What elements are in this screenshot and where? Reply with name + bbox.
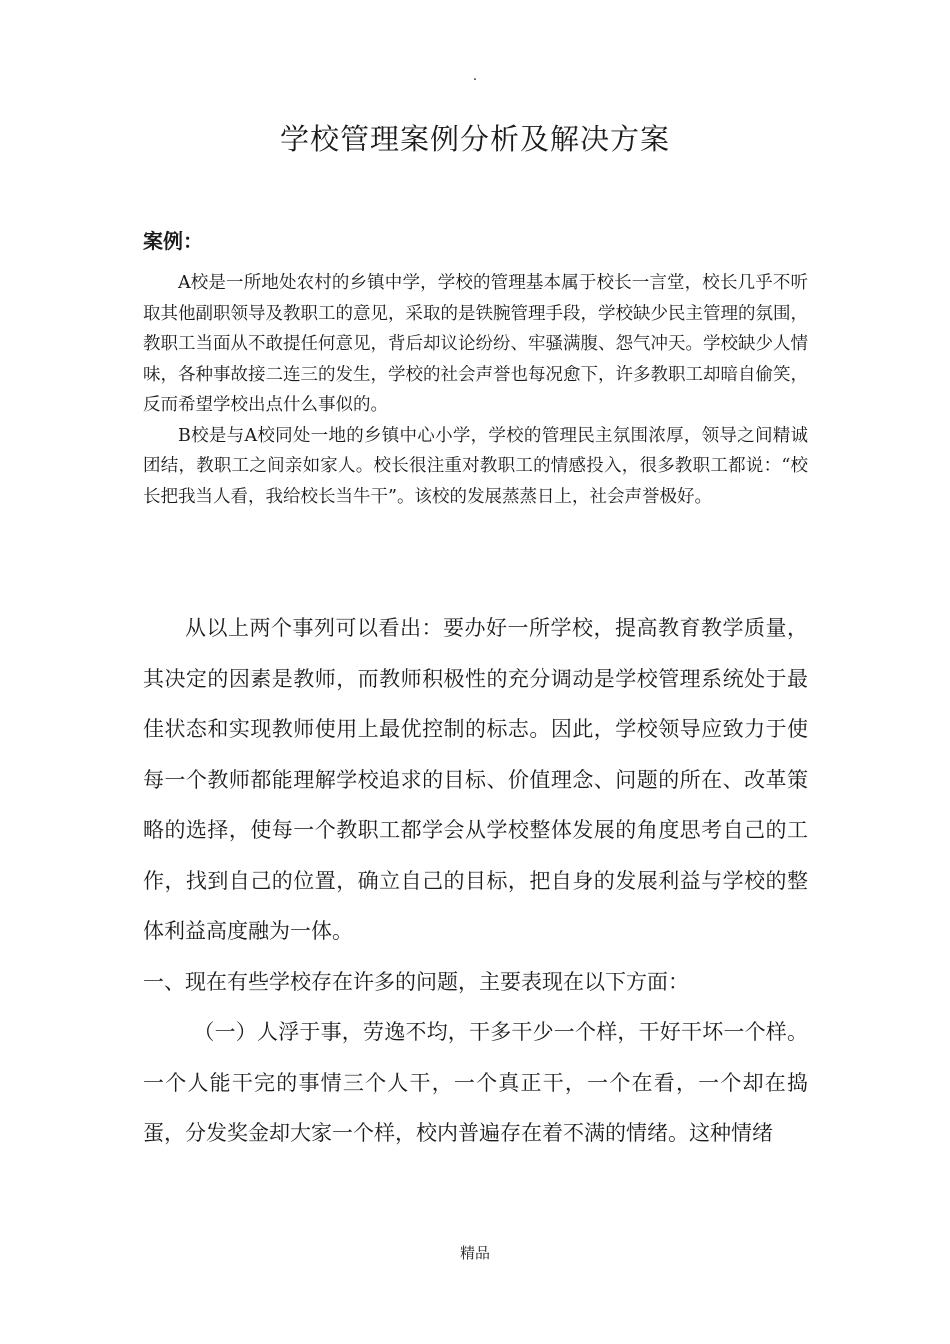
analysis-paragraph: 从以上两个事列可以看出：要办好一所学校，提高教育教学质量，其决定的因素是教师，而教师积极性的充分调动是学校管理系统处于最佳状态和实现教师使用上最优控制的标志。因此，学校领导应致力于使每一个教师都能理解学校追求的目标、价值理念、问题的所在、改革策略的选择，使每一个教职工都学会从学校整体发展的角度思考自己的工作，找到自己的位置，确立自己的目标，把自身的发展利益与学校的整体利益高度融为一体。 [143, 616, 808, 943]
section-heading: 一、现在有些学校存在许多的问题，主要表现在以下方面： [143, 969, 689, 994]
header-mark: . [472, 68, 478, 84]
footer-label: 精品 [459, 1244, 490, 1262]
case-paragraph-a: A校是一所地处农村的乡镇中学，学校的管理基本属于校长一言堂，校长几乎不听取其他副职领导及教职工的意见，采取的是铁腕管理手段，学校缺少民主管理的氛围，教职工当面从不敢提任何意见，背后却议论纷纷、牢骚满腹、怨气冲天。学校缺少人情味，各种事故接二连三的发生，学校的社会声誉也每况愈下，许多教职工却暗自偷笑，反而希望学校出点什么事似的。 [143, 273, 808, 415]
point-paragraph-1: （一）人浮于事，劳逸不均，干多干少一个样，干好干坏一个样。一个人能干完的事情三个人干，一个真正干，一个在看，一个却在捣蛋，分发奖金却大家一个样，校内普遍存在着不满的情绪。这种情绪 [143, 1020, 808, 1145]
main-body [143, 603, 808, 1159]
case-heading: 案例： [143, 229, 203, 253]
case-section [143, 268, 808, 512]
document-title: 学校管理案例分析及解决方案 [279, 122, 670, 156]
case-paragraph-b: B校是与A校同处一地的乡镇中心小学，学校的管理民主氛围浓厚，领导之间精诚团结，教职工之间亲如家人。校长很注重对教职工的情感投入，很多教职工都说：“校长把我当人看，我给校长当牛干”。该校的发展蒸蒸日上，社会声誉极好。 [143, 425, 808, 507]
